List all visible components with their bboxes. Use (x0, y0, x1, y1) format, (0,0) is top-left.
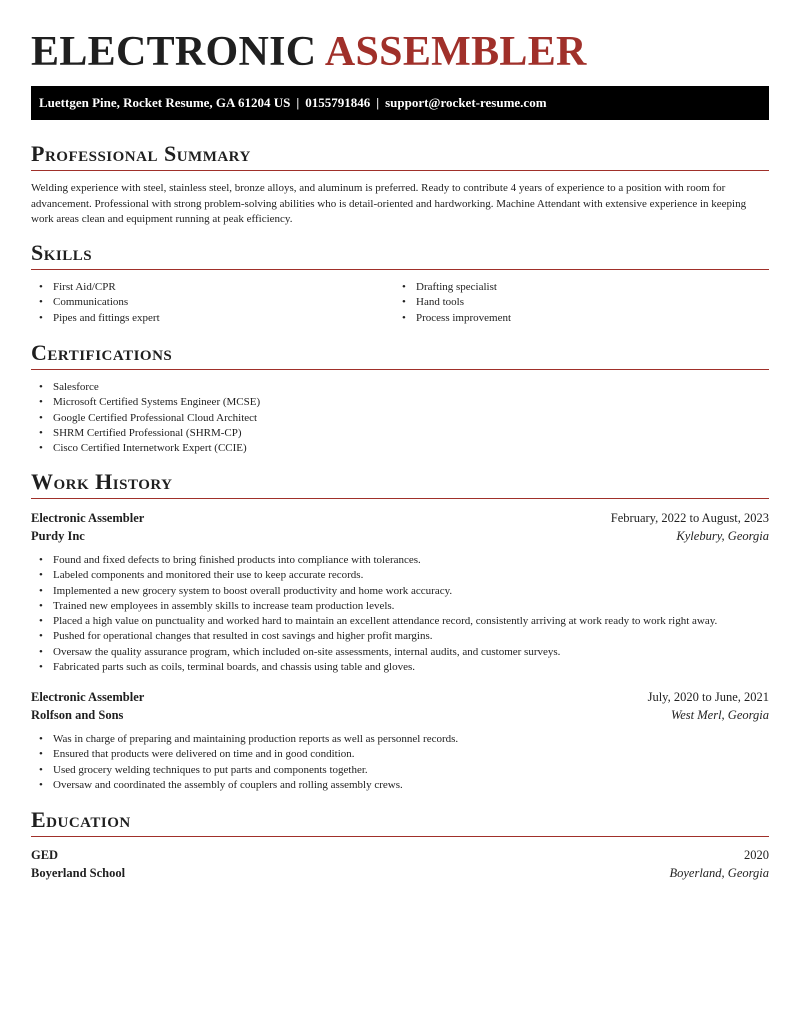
job-location: Kylebury, Georgia (676, 529, 769, 543)
job-role: Electronic Assembler (31, 690, 145, 704)
job-header (31, 690, 769, 710)
job-subheader (31, 708, 769, 728)
job-bullet: • Ensured that products were delivered on time and in good condition. (31, 747, 769, 762)
certifications-heading: Certifications (31, 340, 769, 370)
job-location: West Merl, Georgia (670, 708, 769, 722)
job-bullet: • Implemented a new grocery system to boost overall productivity and home work accuracy. (31, 584, 769, 599)
skill-item: • First Aid/CPR (31, 280, 391, 295)
contact-separator: | (296, 95, 300, 110)
contact-bar (31, 86, 769, 120)
job-bullet: • Oversaw the quality assurance program, which included on-site assessments, internal audits, and customer surveys. (31, 645, 769, 660)
job-company: Rolfson and Sons (31, 708, 124, 722)
contact-separator: | (376, 95, 380, 110)
education-year: 2020 (744, 848, 769, 862)
job-subheader (31, 529, 769, 549)
job-dates: February, 2022 to August, 2023 (610, 511, 769, 525)
contact-email: support@rocket-resume.com (385, 95, 547, 110)
job-bullet: • Was in charge of preparing and maintaining production reports as well as personnel records. (31, 732, 769, 747)
education-degree: GED (31, 848, 59, 862)
skills-heading: Skills (31, 240, 769, 270)
certification-item: • SHRM Certified Professional (SHRM-CP) (31, 426, 731, 441)
education-subheader (31, 866, 769, 886)
education-school: Boyerland School (31, 866, 126, 880)
job-bullet: • Pushed for operational changes that resulted in cost savings and higher profit margins. (31, 629, 769, 644)
skill-item: • Drafting specialist (394, 280, 754, 295)
certification-item: • Cisco Certified Internetwork Expert (CCIE) (31, 441, 731, 456)
job-header (31, 511, 769, 531)
job-role: Electronic Assembler (31, 511, 145, 525)
certification-item: • Salesforce (31, 380, 731, 395)
job-bullet: • Used grocery welding techniques to put parts and components together. (31, 763, 769, 778)
education-heading: Education (31, 807, 769, 837)
work-history-heading: Work History (31, 469, 769, 499)
education-header (31, 848, 769, 868)
education-location: Boyerland, Georgia (669, 866, 769, 880)
certifications-list (31, 380, 731, 456)
certification-item: • Microsoft Certified Systems Engineer (MCSE) (31, 395, 731, 410)
job-company: Purdy Inc (31, 529, 85, 543)
summary-heading: Professional Summary (31, 141, 769, 171)
job-bullet: • Labeled components and monitored their use to keep accurate records. (31, 568, 769, 583)
skill-item: • Process improvement (394, 311, 754, 326)
summary-text: Welding experience with steel, stainless steel, bronze alloys, and aluminum is preferred. Ready to contribute 4 years of experience to a position with room for advancement. Professional with strong problem-solving abilities who is detail-oriented and hardworking. Machine Attendant with extensive experience in keeping work areas clean and equipment running at peak efficiency. (31, 182, 747, 225)
skill-item: • Communications (31, 295, 391, 310)
skill-item: • Pipes and fittings expert (31, 311, 391, 326)
job-bullet: • Found and fixed defects to bring finished products into compliance with tolerances. (31, 553, 769, 568)
job-bullet: • Trained new employees in assembly skills to increase team production levels. (31, 599, 769, 614)
skills-list-right (394, 280, 754, 326)
name-first: ELECTRONIC (31, 29, 317, 75)
job-bullet: • Oversaw and coordinated the assembly of couplers and rolling assembly crews. (31, 778, 769, 793)
skills-list-left (31, 280, 391, 326)
job-bullets (31, 553, 769, 675)
certification-item: • Google Certified Professional Cloud Architect (31, 411, 731, 426)
skill-item: • Hand tools (394, 295, 754, 310)
contact-address: Luettgen Pine, Rocket Resume, GA 61204 US (39, 95, 291, 110)
job-bullet: • Placed a high value on punctuality and worked hard to maintain an excellent attendance record, consistently arriving at work ready to work right away. (31, 614, 769, 629)
resume-name (31, 28, 587, 76)
job-bullets (31, 732, 769, 793)
name-last: ASSEMBLER (324, 29, 587, 75)
contact-phone: 0155791846 (305, 95, 371, 110)
job-dates: July, 2020 to June, 2021 (647, 690, 769, 704)
job-bullet: • Fabricated parts such as coils, terminal boards, and chassis using table and gloves. (31, 660, 769, 675)
